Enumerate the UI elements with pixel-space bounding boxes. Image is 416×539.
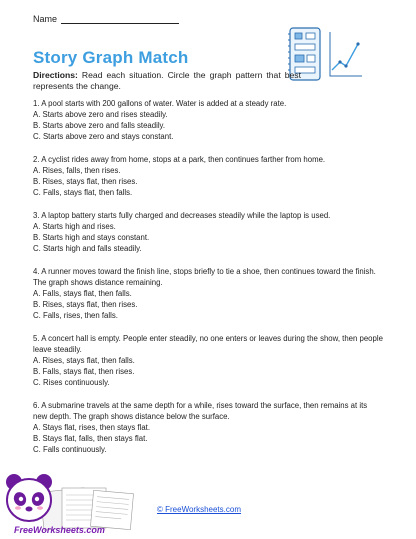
question-stem: 1. A pool starts with 200 gallons of water. Water is added at a steady rate. — [33, 99, 287, 108]
question-3 — [33, 210, 383, 254]
question-5 — [33, 333, 383, 388]
name-line[interactable] — [61, 16, 179, 24]
question-4 — [33, 266, 383, 321]
worksheet-title: Story Graph Match — [33, 48, 189, 67]
directions — [33, 70, 301, 92]
question-stem: 6. A submarine travels at the same depth for a while, rises toward the surface, then remains at its new depth. The graph shows distance below the surface. — [33, 401, 368, 421]
answer-option[interactable]: C. Rises continuously. — [33, 378, 110, 387]
answer-option[interactable]: A. Stays flat, rises, then stays flat. — [33, 423, 150, 432]
answer-option[interactable]: A. Starts above zero and rises steadily. — [33, 110, 168, 119]
answer-option[interactable]: A. Rises, stays flat, then falls. — [33, 356, 135, 365]
answer-option[interactable]: A. Rises, falls, then rises. — [33, 166, 121, 175]
answer-option[interactable]: C. Starts above zero and stays constant. — [33, 132, 174, 141]
question-stem: 2. A cyclist rides away from home, stops at a park, then continues farther from home. — [33, 155, 326, 164]
directions-label: Directions: — [33, 70, 78, 80]
answer-option[interactable]: B. Rises, stays flat, then rises. — [33, 300, 138, 309]
answer-option[interactable]: A. Falls, stays flat, then falls. — [33, 289, 132, 298]
logo-wordmark: FreeWorksheets.com — [14, 525, 105, 535]
name-label: Name — [33, 14, 58, 24]
question-6 — [33, 400, 383, 455]
answer-option[interactable]: C. Falls, stays flat, then falls. — [33, 188, 133, 197]
question-stem: 5. A concert hall is empty. People enter steadily, no one enters or leaves during the show, then people leave steadily. — [33, 334, 383, 354]
answer-option[interactable]: B. Falls, stays flat, then rises. — [33, 367, 135, 376]
question-list — [33, 98, 383, 467]
answer-option[interactable]: A. Starts high and rises. — [33, 222, 116, 231]
answer-option[interactable]: B. Stays flat, falls, then stays flat. — [33, 434, 148, 443]
directions-text: Read each situation. Circle the graph pattern that best represents the change. — [33, 70, 301, 91]
name-field-row — [33, 14, 179, 24]
answer-option[interactable]: B. Starts high and stays constant. — [33, 233, 150, 242]
question-1 — [33, 98, 383, 142]
question-stem: 3. A laptop battery starts fully charged and decreases steadily while the laptop is used. — [33, 211, 331, 220]
footer-copyright-link[interactable]: © FreeWorksheets.com — [157, 505, 241, 514]
answer-option[interactable]: B. Starts above zero and falls steadily. — [33, 121, 166, 130]
answer-option[interactable]: C. Falls, rises, then falls. — [33, 311, 118, 320]
question-2 — [33, 154, 383, 198]
answer-option[interactable]: C. Starts high and falls steadily. — [33, 244, 142, 253]
answer-option[interactable]: B. Rises, stays flat, then rises. — [33, 177, 138, 186]
question-stem: 4. A runner moves toward the finish line, stops briefly to tie a shoe, then continues toward the finish. The graph shows distance remaining. — [33, 267, 376, 287]
answer-option[interactable]: C. Falls continuously. — [33, 445, 107, 454]
